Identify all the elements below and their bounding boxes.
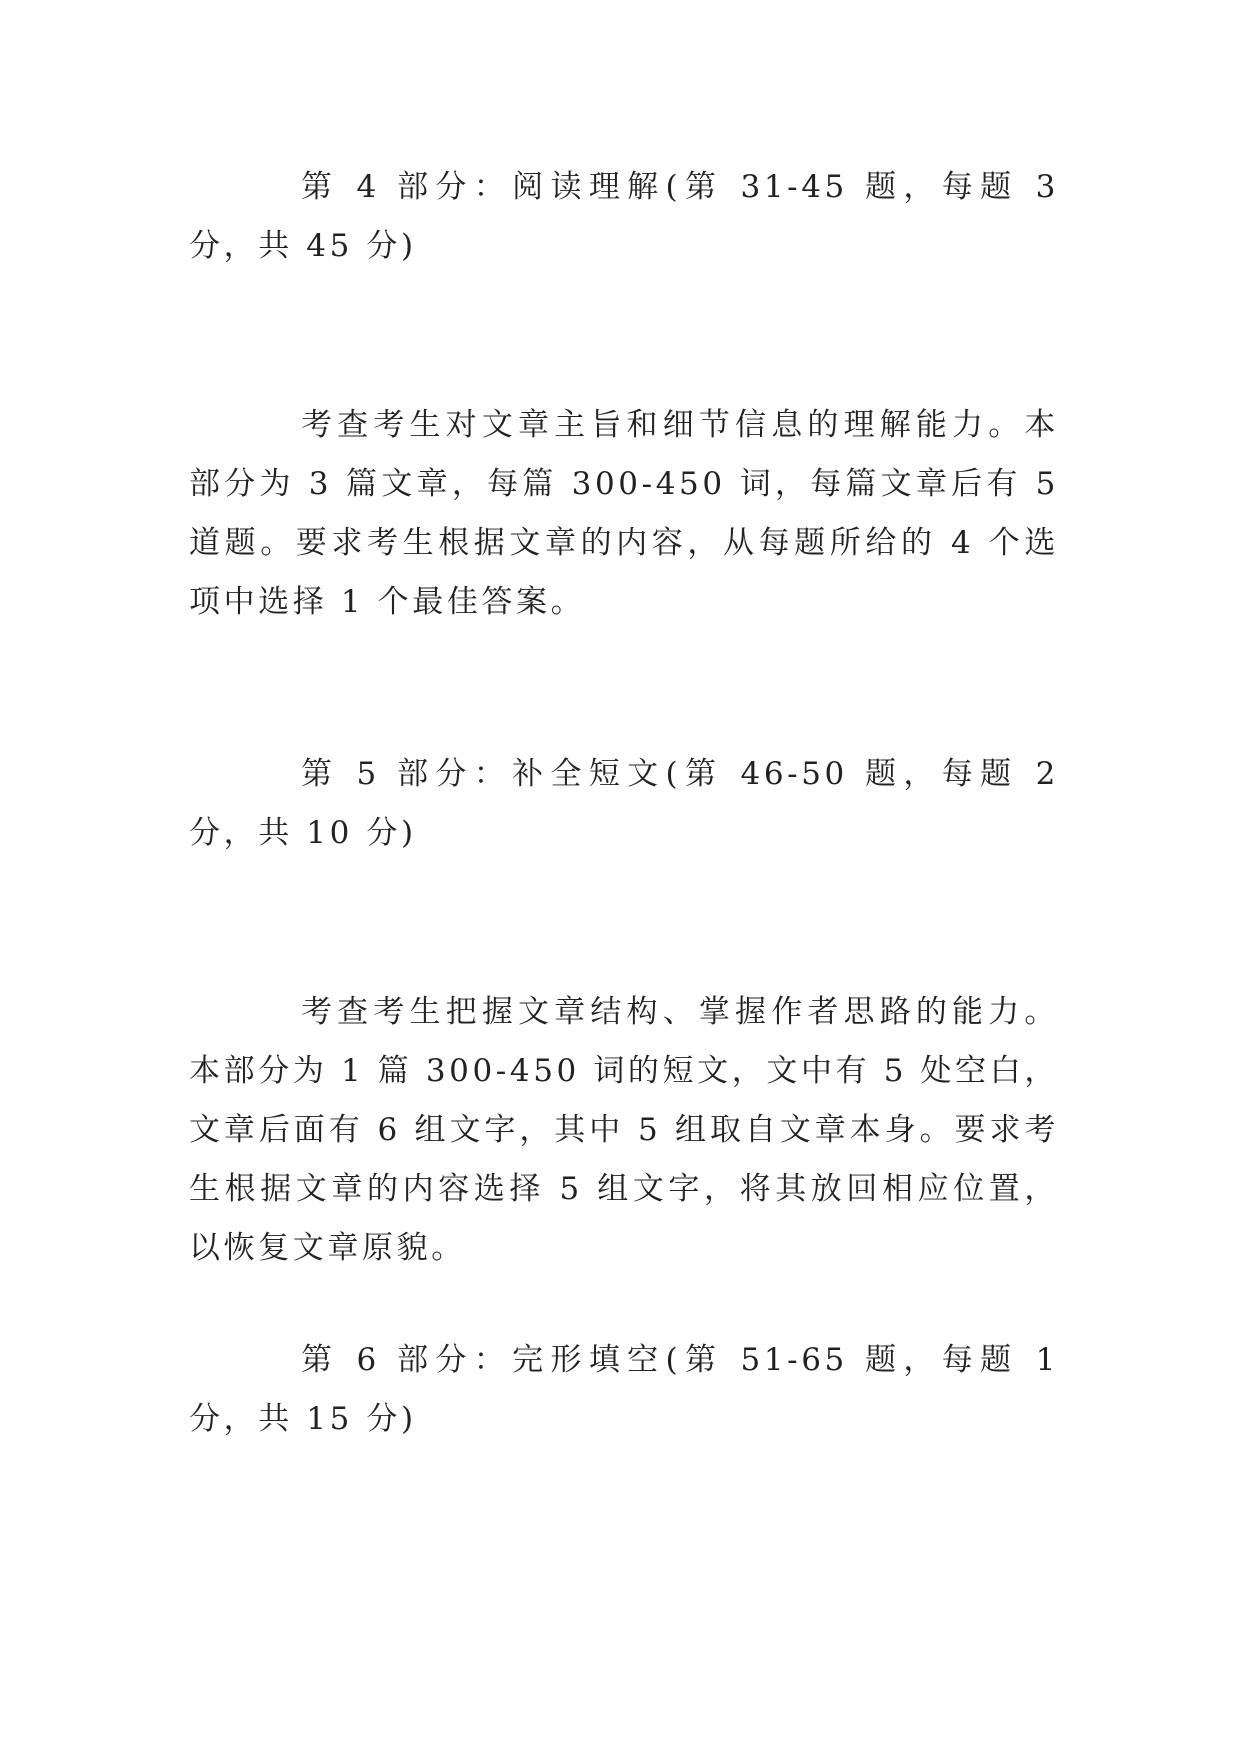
section-heading-part-5: 第 5 部分：补全短文(第 46-50 题，每题 2 分，共 10 分) <box>189 756 1059 851</box>
section-heading-part-6: 第 6 部分：完形填空(第 51-65 题，每题 1 分，共 15 分) <box>189 1342 1059 1437</box>
section-heading-part-4: 第 4 部分：阅读理解(第 31-45 题，每题 3 分，共 45 分) <box>189 169 1059 264</box>
section-description-part-4: 考查考生对文章主旨和细节信息的理解能力。本部分为 3 篇文章，每篇 300-450 词，每篇文章后有 5 道题。要求考生根据文章的内容，从每题所给的 4 个选项中选择 1 个最佳答案。 <box>189 407 1059 620</box>
section-description-part-5: 考查考生把握文章结构、掌握作者思路的能力。本部分为 1 篇 300-450 词的短文，文中有 5 处空白，文章后面有 6 组文字，其中 5 组取自文章本身。要求考生根据文章的内容选择 5 组文字，将其放回相应位置，以恢复文章原貌。 <box>189 994 1059 1266</box>
